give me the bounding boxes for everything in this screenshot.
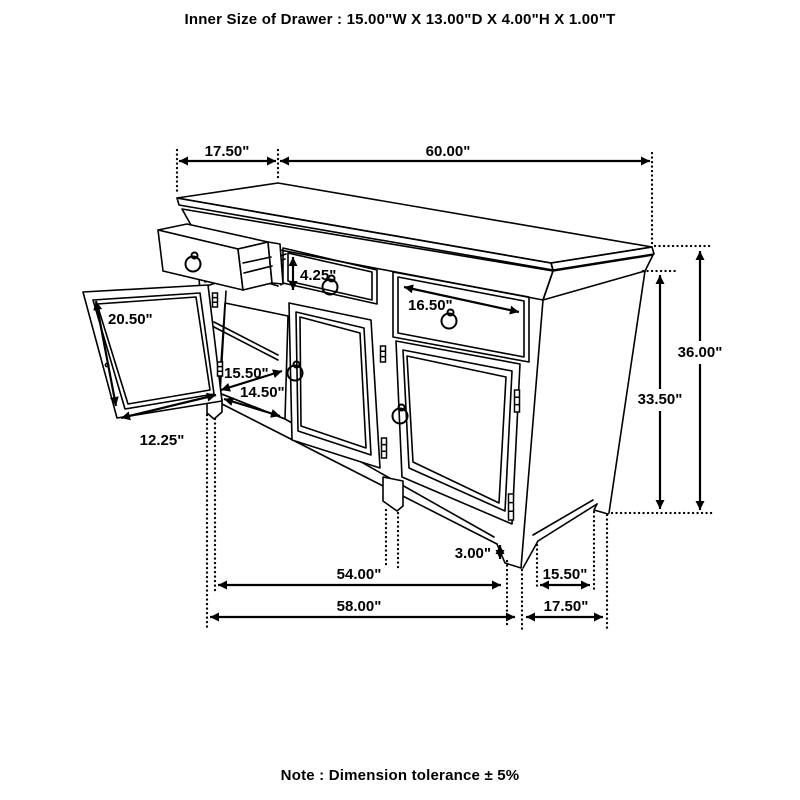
dim-label-opening-width: 15.50": [224, 365, 269, 382]
pulled-out-drawer: [158, 224, 283, 290]
dim-label-door-height: 20.50": [108, 311, 153, 328]
dim-label-top-width: 60.00": [425, 143, 471, 160]
hinge: [213, 293, 218, 307]
dim-label-top-depth: 17.50": [204, 143, 250, 160]
front-right-leg-side: [523, 541, 538, 568]
dim-overall-height: [678, 251, 723, 510]
dim-label-door-width: 12.25": [139, 432, 185, 449]
center-door: [289, 303, 380, 468]
tolerance-note: Note : Dimension tolerance ± 5%: [280, 767, 520, 784]
dim-drawer-front-width: [404, 287, 519, 314]
dim-foot-height: [455, 545, 500, 562]
dim-side-inner-depth: [540, 566, 590, 585]
dim-top-depth: [179, 143, 276, 161]
dim-label-opening-depth: 14.50": [240, 384, 285, 401]
hinge: [381, 346, 386, 362]
dim-label-side-inner-depth: 15.50": [542, 566, 588, 583]
dim-front-width: [210, 598, 515, 617]
middle-foot: [383, 477, 403, 511]
drawer-inner-size-title: Inner Size of Drawer : 15.00"W X 13.00"D X 4.00"H X 1.00"T: [184, 11, 616, 28]
dim-label-front-inner-width: 54.00": [336, 566, 382, 583]
hinge: [382, 438, 387, 458]
back-right-leg: [594, 504, 608, 514]
dim-top-width: [280, 143, 650, 161]
drawer-box-side: [238, 242, 272, 290]
side-arch: [538, 504, 597, 541]
hinge: [218, 362, 223, 376]
hinge: [515, 390, 520, 412]
dim-side-height: [638, 275, 683, 509]
dim-label-foot-height: 3.00": [454, 545, 491, 562]
dim-label-overall-height: 36.00": [677, 344, 723, 361]
right-door: [396, 341, 520, 524]
dim-label-drawer-front-width: 16.50": [408, 297, 453, 314]
top-edge-right: [551, 247, 654, 270]
dim-label-side-height: 33.50": [637, 391, 683, 408]
hinge: [509, 494, 514, 520]
dim-label-front-width: 58.00": [336, 598, 382, 615]
dim-side-depth: [526, 598, 603, 617]
dim-label-drawer-front-height: 4.25": [300, 267, 337, 284]
dim-opening-depth: [224, 384, 285, 416]
side-rail-line: [533, 500, 593, 535]
dim-label-side-depth: 17.50": [543, 598, 589, 615]
dim-front-inner-width: [218, 566, 501, 585]
